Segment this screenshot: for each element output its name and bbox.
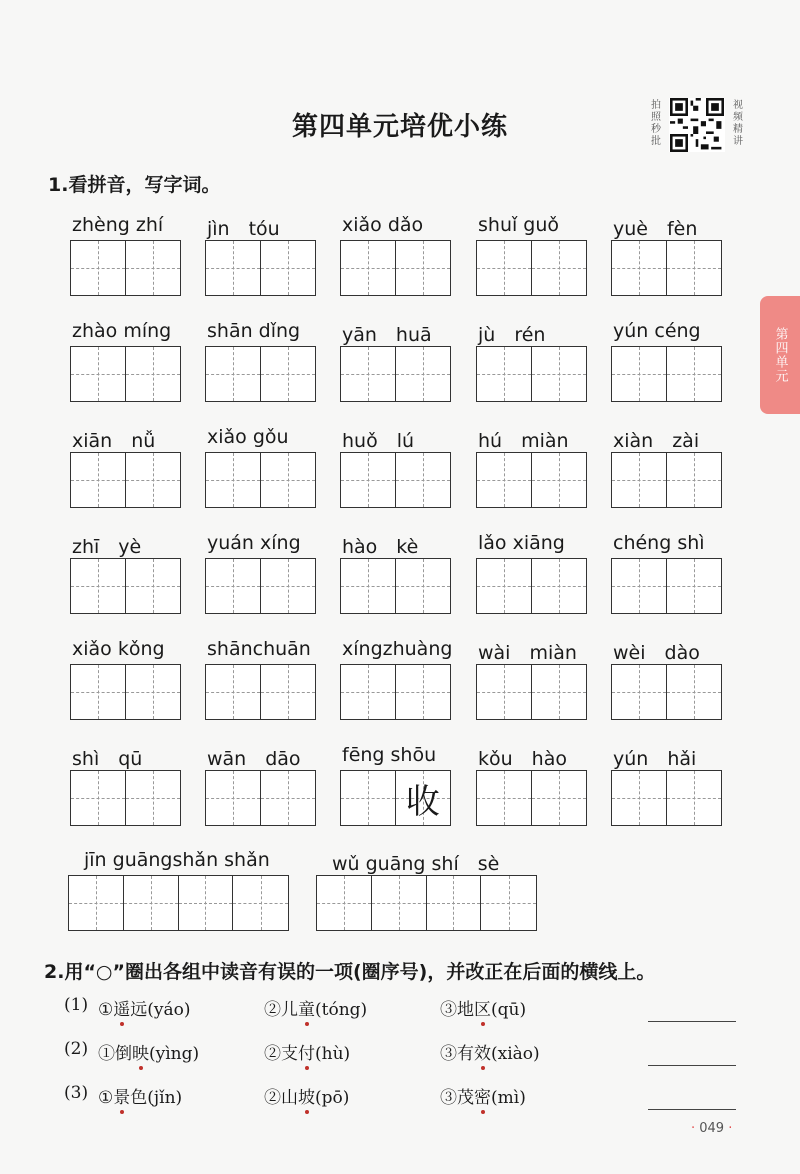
cell-character: [341, 771, 395, 825]
option-number: ③: [440, 1000, 457, 1020]
cell-character: [427, 876, 481, 930]
unit-side-tab[interactable]: 第四单元: [760, 296, 800, 414]
option-pinyin: (yìng): [149, 1044, 200, 1064]
writing-cell[interactable]: [124, 876, 179, 930]
tianzige-grid: [70, 664, 181, 720]
tianzige-grid: [340, 664, 451, 720]
pinyin-label: hú miàn: [478, 430, 569, 452]
writing-cell[interactable]: [69, 876, 124, 930]
cell-character: [179, 876, 233, 930]
writing-cell[interactable]: [612, 559, 667, 613]
option-item[interactable]: [440, 1039, 540, 1064]
dotted-character: 付: [298, 1039, 315, 1064]
pinyin-label: wèi dào: [613, 642, 700, 664]
writing-cell[interactable]: [396, 347, 451, 401]
writing-cell[interactable]: [341, 241, 396, 295]
cell-character: [71, 771, 125, 825]
group-label: (3): [64, 1083, 89, 1103]
pinyin-label: xiǎo gǒu: [207, 426, 289, 448]
pinyin-label: shān dǐng: [207, 320, 301, 342]
cell-character: [667, 771, 722, 825]
dotted-character: 坡: [298, 1083, 315, 1108]
tianzige-grid: [205, 770, 316, 826]
writing-cell[interactable]: [341, 559, 396, 613]
writing-cell[interactable]: [71, 665, 126, 719]
tianzige-grid: [476, 240, 587, 296]
cell-character: [532, 453, 587, 507]
writing-cell[interactable]: [532, 347, 587, 401]
cell-character: [71, 453, 125, 507]
pinyin-label: xíngzhuàng: [342, 638, 453, 660]
dotted-character: 效: [474, 1039, 491, 1064]
cell-character: [667, 241, 722, 295]
writing-cell[interactable]: [206, 241, 261, 295]
writing-cell[interactable]: [71, 559, 126, 613]
option-item[interactable]: [264, 1039, 350, 1064]
writing-cell[interactable]: [71, 347, 126, 401]
cell-character: [233, 876, 288, 930]
option-text: 山: [281, 1088, 298, 1108]
question-2-heading: 2.用“○”圈出各组中读音有误的一项(圈序号)，并改正在后面的横线上。: [44, 961, 656, 983]
writing-cell[interactable]: [179, 876, 234, 930]
writing-cell[interactable]: [667, 665, 722, 719]
writing-cell[interactable]: [532, 559, 587, 613]
tianzige-grid: [340, 558, 451, 614]
pinyin-label: zhào míng: [72, 320, 172, 342]
writing-cell[interactable]: [233, 876, 288, 930]
tianzige-grid: [70, 240, 181, 296]
option-number: ③: [440, 1044, 457, 1064]
tianzige-grid: [70, 346, 181, 402]
cell-character: [341, 559, 395, 613]
pinyin-label: xiǎo kǒng: [72, 638, 165, 660]
answer-line[interactable]: [648, 1021, 736, 1022]
writing-cell[interactable]: [341, 665, 396, 719]
cell-character: [261, 241, 316, 295]
writing-cell[interactable]: [667, 453, 722, 507]
cell-character: [481, 876, 536, 930]
option-pinyin: 远(yáo): [130, 1000, 191, 1020]
answer-line[interactable]: [648, 1065, 736, 1066]
writing-cell[interactable]: [71, 453, 126, 507]
dotted-character: 密: [474, 1083, 491, 1108]
pinyin-label: huǒ lú: [342, 430, 415, 452]
writing-cell[interactable]: [477, 559, 532, 613]
writing-cell[interactable]: [317, 876, 372, 930]
cell-character: [71, 347, 125, 401]
idiom-tianzige-grid: [316, 875, 537, 931]
pinyin-label: shānchuān: [207, 638, 311, 660]
cell-character: [126, 665, 181, 719]
option-item[interactable]: [440, 995, 526, 1020]
page-number: · 049 ·: [691, 1121, 733, 1136]
cell-character: [396, 559, 451, 613]
cell-character: [206, 665, 260, 719]
pinyin-label: xiàn zài: [613, 430, 700, 452]
cell-character: [612, 665, 666, 719]
option-pinyin: (pō): [315, 1088, 350, 1108]
cell-character: [69, 876, 123, 930]
cell-character: [126, 241, 181, 295]
writing-cell[interactable]: [477, 241, 532, 295]
writing-cell[interactable]: [532, 241, 587, 295]
writing-cell[interactable]: [341, 347, 396, 401]
writing-cell[interactable]: [261, 665, 316, 719]
option-text: 地: [457, 1000, 474, 1020]
writing-cell[interactable]: [372, 876, 427, 930]
writing-cell[interactable]: [427, 876, 482, 930]
pinyin-label: fēng shōu: [342, 744, 437, 766]
writing-cell[interactable]: [206, 347, 261, 401]
tianzige-grid: [611, 240, 722, 296]
writing-cell[interactable]: [206, 771, 261, 825]
cell-character: [396, 241, 451, 295]
writing-cell[interactable]: [341, 771, 396, 825]
pinyin-label: xiǎo dǎo: [342, 214, 424, 236]
cell-character: [261, 559, 316, 613]
writing-cell[interactable]: [532, 453, 587, 507]
option-number: ①: [98, 1044, 115, 1064]
cell-character: [317, 876, 371, 930]
writing-cell[interactable]: [667, 347, 722, 401]
option-number: ①: [98, 1000, 114, 1020]
tianzige-grid: [340, 770, 451, 826]
cell-character: [667, 665, 722, 719]
cell-character: [71, 665, 125, 719]
writing-cell[interactable]: [71, 241, 126, 295]
tianzige-grid: [611, 664, 722, 720]
tianzige-grid: [205, 664, 316, 720]
cell-character: [71, 559, 125, 613]
cell-character: [261, 665, 316, 719]
writing-cell[interactable]: [261, 771, 316, 825]
cell-character: [612, 347, 666, 401]
cell-character: [372, 876, 426, 930]
cell-character: [477, 241, 531, 295]
writing-cell[interactable]: [532, 771, 587, 825]
cell-character: [477, 771, 531, 825]
cell-character: [206, 771, 260, 825]
cell-character: [126, 453, 181, 507]
option-pinyin: (xiào): [491, 1044, 540, 1064]
answer-line[interactable]: [648, 1109, 736, 1110]
tianzige-grid: [340, 240, 451, 296]
idiom-tianzige-grid: [68, 875, 289, 931]
writing-cell[interactable]: [206, 665, 261, 719]
option-pinyin: (qū): [491, 1000, 527, 1020]
writing-cell[interactable]: [341, 453, 396, 507]
writing-cell[interactable]: [206, 453, 261, 507]
cell-character: [126, 347, 181, 401]
pinyin-label: yún céng: [613, 320, 701, 342]
writing-cell[interactable]: [532, 665, 587, 719]
cell-character: [261, 771, 316, 825]
writing-cell[interactable]: [477, 771, 532, 825]
tianzige-grid: [205, 346, 316, 402]
cell-character: [341, 241, 395, 295]
cell-character: [612, 559, 666, 613]
cell-character: [667, 347, 722, 401]
writing-cell[interactable]: [261, 347, 316, 401]
page-number-text: 049: [699, 1121, 725, 1136]
cell-character: [261, 453, 316, 507]
pinyin-label: yuán xíng: [207, 532, 301, 554]
cell-character: [667, 559, 722, 613]
dotted-character: 区: [474, 995, 491, 1020]
tianzige-grid: [205, 452, 316, 508]
page-title: 第四单元培优小练: [291, 112, 508, 142]
pinyin-label: yān huā: [342, 324, 432, 346]
writing-cell[interactable]: [261, 241, 316, 295]
option-item[interactable]: [264, 1083, 349, 1108]
tianzige-grid: [340, 346, 451, 402]
dotted-character: 映: [132, 1039, 149, 1064]
cell-character: [126, 559, 181, 613]
writing-cell[interactable]: [667, 241, 722, 295]
option-number: ①: [98, 1088, 114, 1108]
qr-code-block[interactable]: [651, 96, 751, 156]
writing-cell[interactable]: [477, 453, 532, 507]
tianzige-grid: [70, 558, 181, 614]
question-1-heading: 1.看拼音，写字词。: [48, 174, 221, 196]
pinyin-label: chéng shì: [613, 532, 705, 554]
tianzige-grid: [611, 558, 722, 614]
option-item[interactable]: [98, 1083, 182, 1108]
option-text: 倒: [115, 1044, 132, 1064]
cell-character: [612, 453, 666, 507]
cell-character: [532, 665, 587, 719]
cell-character: [341, 347, 395, 401]
cell-character: [612, 771, 666, 825]
writing-cell[interactable]: [71, 771, 126, 825]
cell-character: [477, 665, 531, 719]
pinyin-label: zhī yè: [72, 536, 142, 558]
option-number: ②: [264, 1088, 281, 1108]
cell-character: [477, 347, 531, 401]
pinyin-label: lǎo xiāng: [478, 532, 565, 554]
pinyin-label: shì qū: [72, 748, 143, 770]
writing-cell[interactable]: [126, 771, 181, 825]
group-label: (2): [64, 1039, 89, 1059]
cell-character: [124, 876, 178, 930]
tianzige-grid: [205, 240, 316, 296]
writing-cell[interactable]: [261, 559, 316, 613]
cell-character: [206, 559, 260, 613]
dotted-character: 童: [298, 995, 315, 1020]
writing-cell[interactable]: [126, 665, 181, 719]
writing-cell[interactable]: [126, 559, 181, 613]
writing-cell[interactable]: [126, 241, 181, 295]
pinyin-label: xiān nǚ: [72, 430, 156, 452]
cell-character: [341, 453, 395, 507]
cell-character: [396, 347, 451, 401]
writing-cell[interactable]: [667, 559, 722, 613]
tianzige-grid: [70, 452, 181, 508]
writing-cell[interactable]: [396, 559, 451, 613]
option-pinyin: (mì): [491, 1088, 526, 1108]
idiom-pinyin-label: wǔ guāng shí sè: [332, 853, 500, 875]
pinyin-label: yún hǎi: [613, 748, 697, 770]
cell-character: [667, 453, 722, 507]
pinyin-label: shuǐ guǒ: [478, 214, 560, 236]
cell-character: [477, 453, 531, 507]
cell-character: [532, 241, 587, 295]
writing-cell[interactable]: [206, 559, 261, 613]
dotted-character: 景: [113, 1083, 130, 1108]
tianzige-grid: [611, 346, 722, 402]
cell-character: [396, 453, 451, 507]
tianzige-grid: [476, 664, 587, 720]
option-text: 支: [281, 1044, 298, 1064]
option-item[interactable]: [264, 995, 367, 1020]
writing-cell[interactable]: [667, 771, 722, 825]
option-number: ②: [264, 1044, 281, 1064]
writing-cell[interactable]: [612, 453, 667, 507]
option-text: 儿: [281, 1000, 298, 1020]
tianzige-grid: [340, 452, 451, 508]
pinyin-label: wān dāo: [207, 748, 301, 770]
cell-character: [396, 665, 451, 719]
pinyin-label: hào kè: [342, 536, 419, 558]
cell-character: [612, 241, 666, 295]
option-number: ③: [440, 1088, 457, 1108]
pinyin-label: jìn tóu: [207, 218, 280, 240]
tianzige-grid: [205, 558, 316, 614]
pinyin-label: jù rén: [478, 324, 546, 346]
cell-character: [532, 771, 587, 825]
cell-character: [206, 453, 260, 507]
tianzige-grid: [476, 558, 587, 614]
writing-cell[interactable]: [477, 347, 532, 401]
pinyin-label: zhèng zhí: [72, 214, 164, 236]
cell-character: 收: [405, 781, 440, 822]
qr-right-caption: 视频精讲: [733, 100, 743, 147]
option-text: 有: [457, 1044, 474, 1064]
option-item[interactable]: [98, 995, 191, 1020]
cell-character: [341, 665, 395, 719]
group-label: (1): [64, 995, 89, 1015]
writing-cell[interactable]: [477, 665, 532, 719]
writing-cell[interactable]: [396, 453, 451, 507]
pinyin-label: yuè fèn: [613, 218, 698, 240]
tianzige-grid: [476, 452, 587, 508]
cell-character: [126, 771, 181, 825]
writing-cell[interactable]: [261, 453, 316, 507]
cell-character: [477, 559, 531, 613]
idiom-pinyin-label: jīn guāngshǎn shǎn: [84, 849, 270, 871]
option-pinyin: (tóng): [315, 1000, 368, 1020]
tianzige-grid: [476, 770, 587, 826]
writing-cell[interactable]: [396, 665, 451, 719]
writing-cell[interactable]: [126, 453, 181, 507]
cell-character: [206, 347, 260, 401]
tianzige-grid: [70, 770, 181, 826]
option-text: 茂: [457, 1088, 474, 1108]
cell-character: [71, 241, 125, 295]
tianzige-grid: [611, 770, 722, 826]
option-number: ②: [264, 1000, 281, 1020]
writing-cell[interactable]: [396, 241, 451, 295]
option-pinyin: 色(jǐn): [130, 1088, 183, 1108]
tianzige-grid: [476, 346, 587, 402]
qr-left-caption: 拍照秒批: [651, 100, 661, 147]
qr-code-icon[interactable]: [669, 98, 725, 152]
option-pinyin: (hù): [315, 1044, 351, 1064]
dotted-character: 遥: [113, 995, 130, 1020]
cell-character: [206, 241, 260, 295]
option-item[interactable]: [440, 1083, 526, 1108]
cell-character: [532, 559, 587, 613]
cell-character: [261, 347, 316, 401]
option-item[interactable]: [98, 1039, 199, 1064]
writing-cell[interactable]: [126, 347, 181, 401]
cell-character: [532, 347, 587, 401]
pinyin-label: kǒu hào: [478, 748, 567, 770]
pinyin-label: wài miàn: [478, 642, 577, 664]
writing-cell[interactable]: [481, 876, 536, 930]
writing-cell[interactable]: [612, 347, 667, 401]
writing-cell[interactable]: [396, 771, 451, 825]
writing-cell[interactable]: [612, 241, 667, 295]
tianzige-grid: [611, 452, 722, 508]
writing-cell[interactable]: [612, 665, 667, 719]
writing-cell[interactable]: [612, 771, 667, 825]
